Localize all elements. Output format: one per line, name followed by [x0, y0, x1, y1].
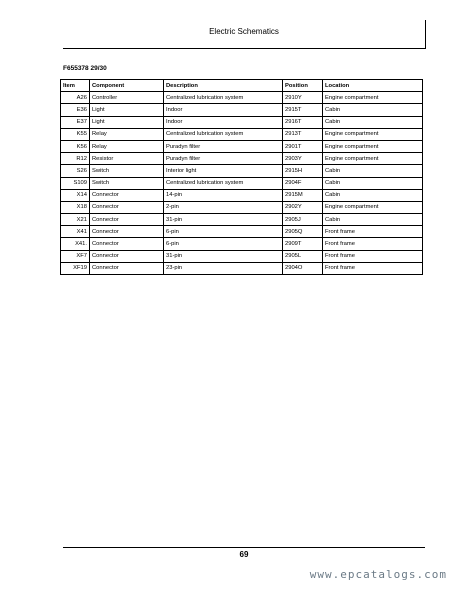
- table-row: [61, 165, 423, 177]
- cell-description: Indoor: [164, 116, 283, 128]
- table-row: [61, 140, 423, 152]
- page-number: 69: [239, 550, 249, 559]
- cell-position: 2905L: [283, 250, 323, 262]
- cell-location: Engine compartment: [323, 92, 423, 104]
- table-row: [61, 226, 423, 238]
- cell-location: Front frame: [323, 226, 423, 238]
- cell-component: Connector: [90, 262, 164, 274]
- table-header-row: [61, 80, 423, 92]
- cell-description: Indoor: [164, 104, 283, 116]
- cell-location: Engine compartment: [323, 201, 423, 213]
- cell-description: 23-pin: [164, 262, 283, 274]
- cell-component: Connector: [90, 226, 164, 238]
- cell-item: X41: [61, 226, 90, 238]
- table-row: [61, 92, 423, 104]
- cell-description: 6-pin: [164, 226, 283, 238]
- cell-item: E37: [61, 116, 90, 128]
- table-row: [61, 128, 423, 140]
- cell-item: XF19: [61, 262, 90, 274]
- cell-component: Switch: [90, 165, 164, 177]
- cell-component: Controller: [90, 92, 164, 104]
- cell-description: 2-pin: [164, 201, 283, 213]
- cell-component: Connector: [90, 214, 164, 226]
- table-row: [61, 116, 423, 128]
- column-header-position: Position: [283, 80, 323, 92]
- column-header-item: Item: [61, 80, 90, 92]
- cell-location: Cabin: [323, 104, 423, 116]
- column-header-location: Location: [323, 80, 423, 92]
- cell-item: X21: [61, 214, 90, 226]
- cell-location: Cabin: [323, 189, 423, 201]
- table-row: [61, 153, 423, 165]
- table-row: [61, 201, 423, 213]
- cell-component: Resistor: [90, 153, 164, 165]
- cell-position: 2904F: [283, 177, 323, 189]
- cell-item: E36: [61, 104, 90, 116]
- cell-description: Centralized lubrication system: [164, 177, 283, 189]
- cell-component: Light: [90, 104, 164, 116]
- cell-location: Cabin: [323, 177, 423, 189]
- section-label: F655378 29/30: [63, 65, 107, 72]
- cell-component: Connector: [90, 238, 164, 250]
- cell-item: S109: [61, 177, 90, 189]
- cell-item: K55: [61, 128, 90, 140]
- cell-position: 2903Y: [283, 153, 323, 165]
- cell-position: 2909T: [283, 238, 323, 250]
- table-row: [61, 177, 423, 189]
- cell-item: X18: [61, 201, 90, 213]
- cell-location: Cabin: [323, 214, 423, 226]
- cell-component: Relay: [90, 128, 164, 140]
- cell-location: Front frame: [323, 238, 423, 250]
- column-header-description: Description: [164, 80, 283, 92]
- cell-component: Switch: [90, 177, 164, 189]
- cell-location: Engine compartment: [323, 153, 423, 165]
- cell-location: Cabin: [323, 165, 423, 177]
- cell-description: Puradyn filter: [164, 140, 283, 152]
- cell-description: 31-pin: [164, 250, 283, 262]
- table-row: [61, 189, 423, 201]
- cell-component: Connector: [90, 189, 164, 201]
- cell-position: 2913T: [283, 128, 323, 140]
- cell-item: X41.: [61, 238, 90, 250]
- table-row: [61, 250, 423, 262]
- cell-component: Light: [90, 116, 164, 128]
- cell-location: Front frame: [323, 262, 423, 274]
- cell-position: 2915T: [283, 104, 323, 116]
- cell-location: Front frame: [323, 250, 423, 262]
- footer-rule: [63, 547, 425, 548]
- cell-component: Connector: [90, 250, 164, 262]
- cell-position: 2910Y: [283, 92, 323, 104]
- cell-component: Connector: [90, 201, 164, 213]
- cell-location: Cabin: [323, 116, 423, 128]
- page-header-title: Electric Schematics: [209, 27, 279, 36]
- cell-description: 6-pin: [164, 238, 283, 250]
- cell-item: K56: [61, 140, 90, 152]
- cell-position: 2915H: [283, 165, 323, 177]
- component-table: [60, 79, 423, 275]
- cell-description: Interior light: [164, 165, 283, 177]
- cell-description: 14-pin: [164, 189, 283, 201]
- cell-component: Relay: [90, 140, 164, 152]
- cell-position: 2905Q: [283, 226, 323, 238]
- cell-item: R12: [61, 153, 90, 165]
- cell-description: 31-pin: [164, 214, 283, 226]
- cell-description: Centralized lubrication system: [164, 92, 283, 104]
- cell-position: 2905J: [283, 214, 323, 226]
- watermark-text: www.epcatalogs.com: [309, 568, 447, 581]
- cell-position: 2901T: [283, 140, 323, 152]
- table-row: [61, 214, 423, 226]
- cell-position: 2915M: [283, 189, 323, 201]
- cell-position: 2904O: [283, 262, 323, 274]
- cell-item: XF7: [61, 250, 90, 262]
- cell-location: Engine compartment: [323, 128, 423, 140]
- column-header-component: Component: [90, 80, 164, 92]
- cell-description: Puradyn filter: [164, 153, 283, 165]
- table-row: [61, 262, 423, 274]
- cell-position: 2916T: [283, 116, 323, 128]
- cell-item: S26: [61, 165, 90, 177]
- cell-item: X14: [61, 189, 90, 201]
- cell-item: A26: [61, 92, 90, 104]
- cell-description: Centralized lubrication system: [164, 128, 283, 140]
- table-row: [61, 238, 423, 250]
- cell-position: 2902Y: [283, 201, 323, 213]
- table-row: [61, 104, 423, 116]
- cell-location: Engine compartment: [323, 140, 423, 152]
